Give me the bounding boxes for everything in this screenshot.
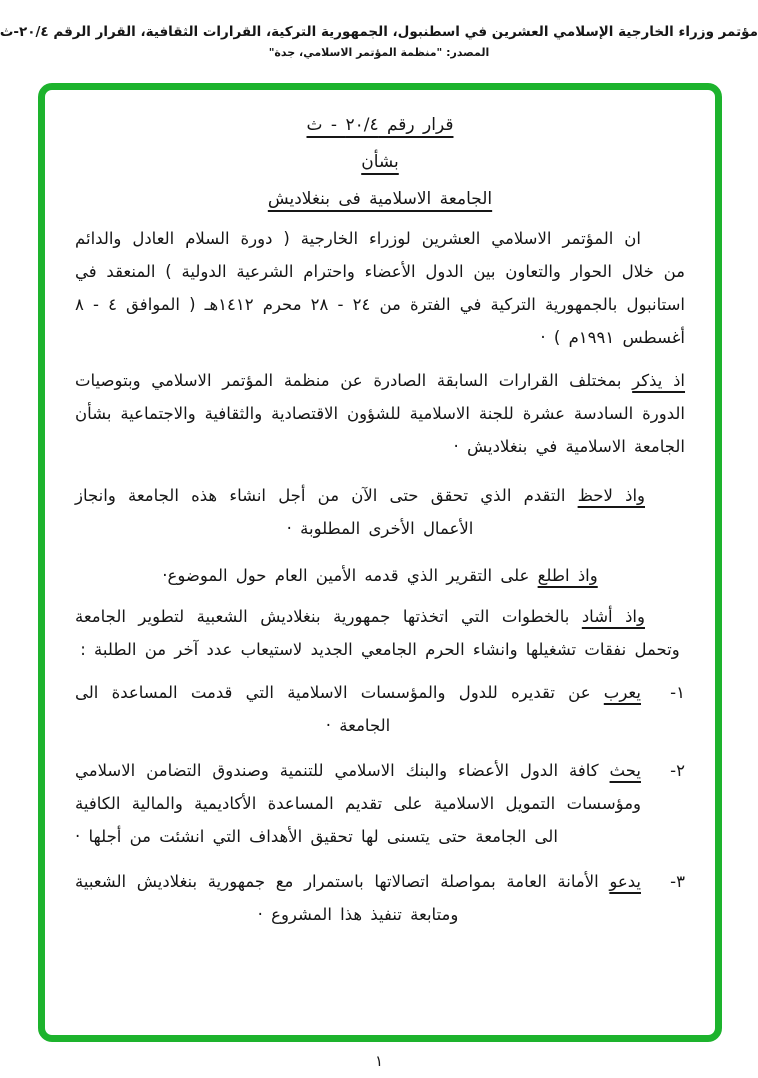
lead-phrase: واذ اطلع xyxy=(537,566,598,585)
preamble-paragraph-1 xyxy=(75,222,685,354)
preamble-paragraph-5 xyxy=(75,600,685,666)
lead-phrase: يعرب xyxy=(603,683,641,702)
header-title-line: مؤتمر وزراء الخارجية الإسلامي العشرين في اسطنبول، الجمهورية التركية، القرارات الثقافية، القرار الرقم ٢٠/٤-ث xyxy=(0,24,758,40)
item-number: ١- xyxy=(670,683,685,702)
item-number: ٣- xyxy=(670,872,685,891)
item-body-text: الأمانة العامة بمواصلة اتصالاتها باستمرار مع جمهورية بنغلاديش الشعبية ومتابعة تنفيذ هذا المشروع · xyxy=(75,872,610,924)
paragraph-text: ان المؤتمر الاسلامي العشرين لوزراء الخارجية ( دورة السلام العادل والدائم من خلال الحوار والتعاون بين الدول الأعضاء واحترام الشرعية الدولية ) المنعقد في استانبول بالجمهورية التركية في الفترة من ٢٤ - ٢٨ محرم ١٤١٢هـ ( الموافق ٤ - ٨ أغسطس ١٩٩١م ) · xyxy=(75,229,685,347)
paragraph-text: التقدم الذي تحقق حتى الآن من أجل انشاء هذه الجامعة وانجاز الأعمال الأخرى المطلوبة · xyxy=(75,486,578,538)
item-body-text: عن تقديره للدول والمؤسسات الاسلامية التي قدمت المساعدة الى الجامعة · xyxy=(75,683,604,735)
preamble-paragraph-4 xyxy=(75,559,685,592)
lead-phrase: واذ أشاد xyxy=(581,607,645,626)
operative-item-3 xyxy=(75,865,685,931)
item-text xyxy=(75,865,641,931)
resolution-number-text: قرار رقم ٢٠/٤ - ث xyxy=(306,115,454,135)
lead-phrase: اذ يذكر xyxy=(632,371,686,390)
preamble-paragraph-3 xyxy=(75,479,685,545)
regarding-title xyxy=(75,147,685,177)
title-block xyxy=(75,110,685,214)
preamble-paragraph-2 xyxy=(75,364,685,463)
lead-phrase: واذ لاحظ xyxy=(577,486,645,505)
item-body-text: كافة الدول الأعضاء والبنك الاسلامي للتنمية وصندوق التضامن الاسلامي ومؤسسات التمويل الاسلامية على تقديم المساعدة الأكاديمية والمالية الكافية الى الجامعة حتى يتسنى لها تحقيق الأهداف التي انشئت من أجلها · xyxy=(75,761,641,846)
header-source-line: المصدر: "منظمة المؤتمر الاسلامي، جدة" xyxy=(268,46,490,59)
item-text xyxy=(75,676,641,742)
resolution-content xyxy=(45,90,715,931)
operative-item-2 xyxy=(75,754,685,853)
regarding-text: بشأن xyxy=(361,152,399,172)
item-number: ٢- xyxy=(670,761,685,780)
operative-item-1 xyxy=(75,676,685,742)
lead-phrase: يدعو xyxy=(609,872,641,891)
subject-text: الجامعة الاسلامية فى بنغلاديش xyxy=(267,189,493,209)
document-header xyxy=(0,24,758,59)
paragraph-text: على التقرير الذي قدمه الأمين العام حول الموضوع· xyxy=(162,566,538,585)
paragraph-text: بالخطوات التي اتخذتها جمهورية بنغلاديش الشعبية لتطوير الجامعة وتحمل نفقات تشغيلها وانشاء الحرم الجامعي الجديد لاستيعاب عدد آخر من الطلبة : xyxy=(75,607,680,659)
paragraph-text: بمختلف القرارات السابقة الصادرة عن منظمة المؤتمر الاسلامي وبتوصيات الدورة السادسة عشرة للجنة الاسلامية للشؤون الاقتصادية والثقافية والاجتماعية بشأن الجامعة الاسلامية في بنغلاديش · xyxy=(75,371,685,456)
resolution-number-title xyxy=(75,110,685,140)
resolution-border-frame xyxy=(38,83,722,1042)
lead-phrase: يحث xyxy=(609,761,641,780)
item-text xyxy=(75,754,641,853)
subject-title xyxy=(75,184,685,214)
page-number: ١ xyxy=(374,1052,384,1070)
